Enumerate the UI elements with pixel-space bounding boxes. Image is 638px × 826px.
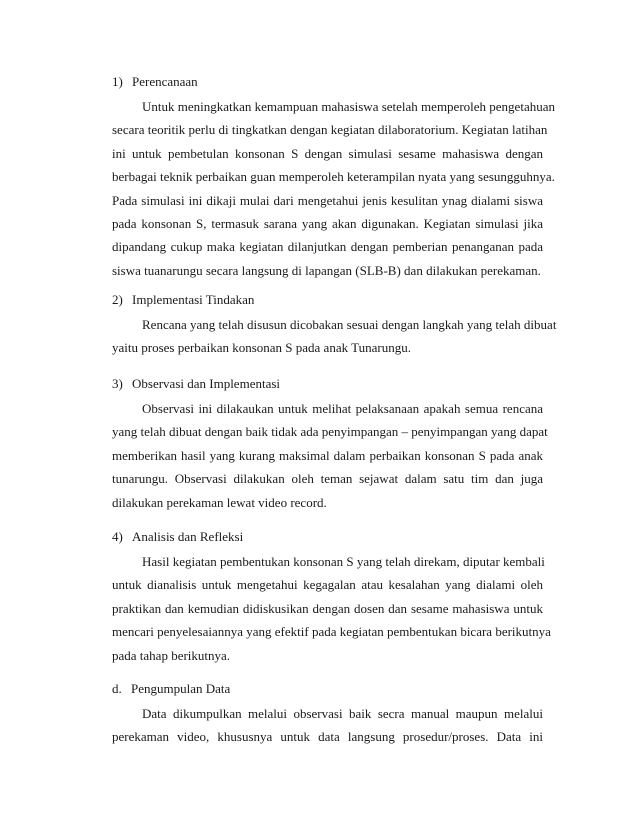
section-perencanaan [112, 74, 555, 282]
text-line: memberikan hasil yang kurang maksimal dalam perbaikan konsonan S pada anak [112, 447, 543, 463]
paragraph [112, 95, 555, 282]
paragraph [112, 702, 543, 749]
section-pengumpulan-data [112, 681, 543, 749]
text-line: ini untuk pembetulan konsonan S dengan simulasi sesame mahasiswa dengan [112, 145, 543, 161]
text-line: Observasi ini dilakaukan untuk melihat pelaksanaan apakah semua rencana [142, 401, 543, 416]
text-line: praktikan dan kemudian didiskusikan dengan dosen dan sesame mahasiswa untuk [112, 600, 543, 616]
text-line: tunarungu. Observasi dilakukan oleh teman sejawat dalam satu tim dan juga [112, 471, 543, 487]
text-line: dilakukan perekaman lewat video record. [112, 494, 327, 510]
section-title: Analisis dan Refleksi [132, 529, 244, 544]
text-line: Data dikumpulkan melalui observasi baik secra manual maupun melalui [142, 706, 543, 721]
text-line: siswa tuanarungu secara langsung di lapangan (SLB-B) dan dilakukan perekaman. [112, 262, 541, 278]
paragraph [112, 550, 551, 667]
text-line: pada konsonan S, termasuk sarana yang akan digunakan. Kegiatan simulasi jika [112, 215, 543, 231]
text-line: dipandang cukup maka kegiatan dilanjutkan dengan pemberian penanganan pada [112, 239, 543, 255]
section-number: 1) [112, 74, 123, 89]
paragraph [112, 397, 548, 514]
section-title: Pengumpulan Data [131, 681, 231, 696]
section-title: Observasi dan Implementasi [132, 376, 281, 391]
section-title: Perencanaan [132, 74, 198, 89]
section-number: 4) [112, 529, 123, 544]
text-line: pada tahap berikutnya. [112, 647, 231, 663]
text-line: untuk dianalisis untuk mengetahui kegagalan atau kesalahan yang dialami oleh [112, 577, 543, 593]
text-line: Hasil kegiatan pembentukan konsonan S yang telah direkam, diputar kembali [142, 554, 545, 569]
section-observasi [112, 376, 548, 514]
section-heading [112, 681, 543, 697]
text-line: perekaman video, khususnya untuk data langsung prosedur/proses. Data ini [112, 729, 543, 745]
text-line: Pada simulasi ini dikaji mulai dari mengetahui jenis kesulitan ynag dialami siswa [112, 192, 543, 208]
section-title: Implementasi Tindakan [132, 292, 255, 307]
section-analisis-refleksi [112, 529, 551, 667]
section-number: 3) [112, 376, 123, 391]
paragraph [112, 313, 557, 360]
section-implementasi-tindakan [112, 292, 557, 360]
section-heading [112, 529, 543, 545]
text-line: mencari penyelesaiannya yang efektif pada kegiatan pembentukan bicara berikutnya [112, 624, 551, 640]
text-line: berbagai teknik perbaikan guan memperoleh keterampilan nyata yang sesungguhnya. [112, 169, 555, 185]
text-line: yang telah dibuat dengan baik tidak ada penyimpangan – penyimpangan yang dapat [112, 424, 548, 440]
section-number: 2) [112, 292, 123, 307]
text-line: Untuk meningkatkan kemampuan mahasiswa setelah memperoleh pengetahuan [142, 99, 555, 114]
text-line: yaitu proses perbaikan konsonan S pada anak Tunarungu. [112, 340, 411, 356]
section-heading [112, 376, 543, 392]
section-letter: d. [112, 681, 122, 696]
text-line: secara teoritik perlu di tingkatkan dengan kegiatan dilaboratorium. Kegiatan latihan [112, 122, 548, 138]
section-heading [112, 292, 543, 308]
text-line: Rencana yang telah disusun dicobakan sesuai dengan langkah yang telah dibuat [142, 317, 557, 332]
section-heading [112, 74, 543, 90]
